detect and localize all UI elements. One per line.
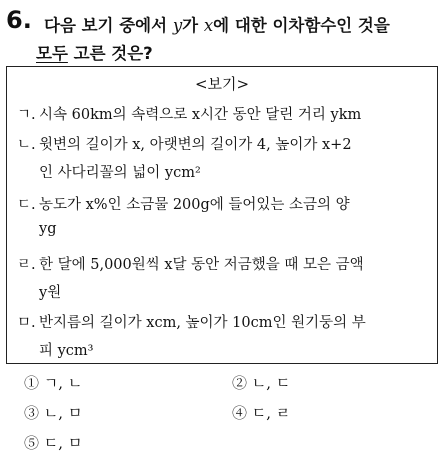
- question-line-2: [36, 40, 153, 64]
- choice-text: ㄱ, ㄴ: [43, 374, 83, 392]
- variable-y: y: [172, 16, 183, 35]
- item-text: 농도가 x%인 소금물 200g에 들어있는 소금의 양: [39, 197, 350, 213]
- example-item-d: [17, 253, 364, 274]
- choice-number: ⑤: [24, 434, 40, 452]
- item-marker: ㄹ.: [17, 257, 36, 273]
- choice-1[interactable]: [24, 372, 82, 393]
- example-item-e: [17, 311, 366, 332]
- question-text-1a: 다음 보기 중에서: [44, 16, 173, 35]
- item-text: yg: [39, 221, 57, 237]
- example-box-title: <보기>: [194, 75, 250, 93]
- item-text: 피 ycm³: [39, 343, 94, 359]
- choice-text: ㄴ, ㄷ: [251, 374, 291, 392]
- example-item-b-cont: [17, 161, 201, 182]
- example-box: [6, 66, 438, 364]
- example-item-d-cont: [17, 281, 61, 302]
- choice-4[interactable]: [232, 402, 290, 423]
- choice-text: ㄷ, ㄹ: [251, 404, 291, 422]
- question-line-1: [44, 12, 390, 36]
- item-text: 반지름의 길이가 xcm, 높이가 10cm인 원기둥의 부: [39, 315, 366, 331]
- item-marker: ㄱ.: [17, 107, 36, 123]
- choice-2[interactable]: [232, 372, 290, 393]
- example-item-a: [17, 103, 361, 124]
- choice-number: ③: [24, 404, 40, 422]
- item-marker: ㅁ.: [17, 315, 36, 331]
- question-text-2: 고른 것은?: [67, 44, 153, 63]
- choice-number: ②: [232, 374, 248, 392]
- variable-x: x: [203, 16, 214, 35]
- example-item-c: [17, 193, 350, 214]
- example-item-c-cont: [17, 221, 56, 237]
- question-number: 6.: [6, 6, 32, 34]
- item-text: 인 사다리꼴의 넓이 ycm²: [39, 165, 201, 181]
- item-marker: ㄷ.: [17, 197, 36, 213]
- choice-3[interactable]: [24, 402, 82, 423]
- item-text: 시속 60km의 속력으로 x시간 동안 달린 거리 ykm: [39, 107, 362, 123]
- item-marker: ㄴ.: [17, 137, 36, 153]
- example-item-e-cont: [17, 339, 94, 360]
- question-text-1c: 에 대한 이차함수인 것을: [213, 16, 390, 35]
- item-text: 한 달에 5,000원씩 x달 동안 저금했을 때 모은 금액: [39, 257, 364, 273]
- choice-number: ①: [24, 374, 40, 392]
- item-text: 윗변의 길이가 x, 아랫변의 길이가 4, 높이가 x+2: [39, 137, 352, 153]
- choice-5[interactable]: [24, 432, 82, 453]
- item-text: y원: [39, 285, 62, 301]
- choice-text: ㄷ, ㅁ: [43, 434, 83, 452]
- choice-number: ④: [232, 404, 248, 422]
- question-text-1b: 가: [182, 16, 204, 35]
- example-item-b: [17, 133, 352, 154]
- choice-text: ㄴ, ㅁ: [43, 404, 83, 422]
- question-underlined-word: 모두: [36, 44, 68, 63]
